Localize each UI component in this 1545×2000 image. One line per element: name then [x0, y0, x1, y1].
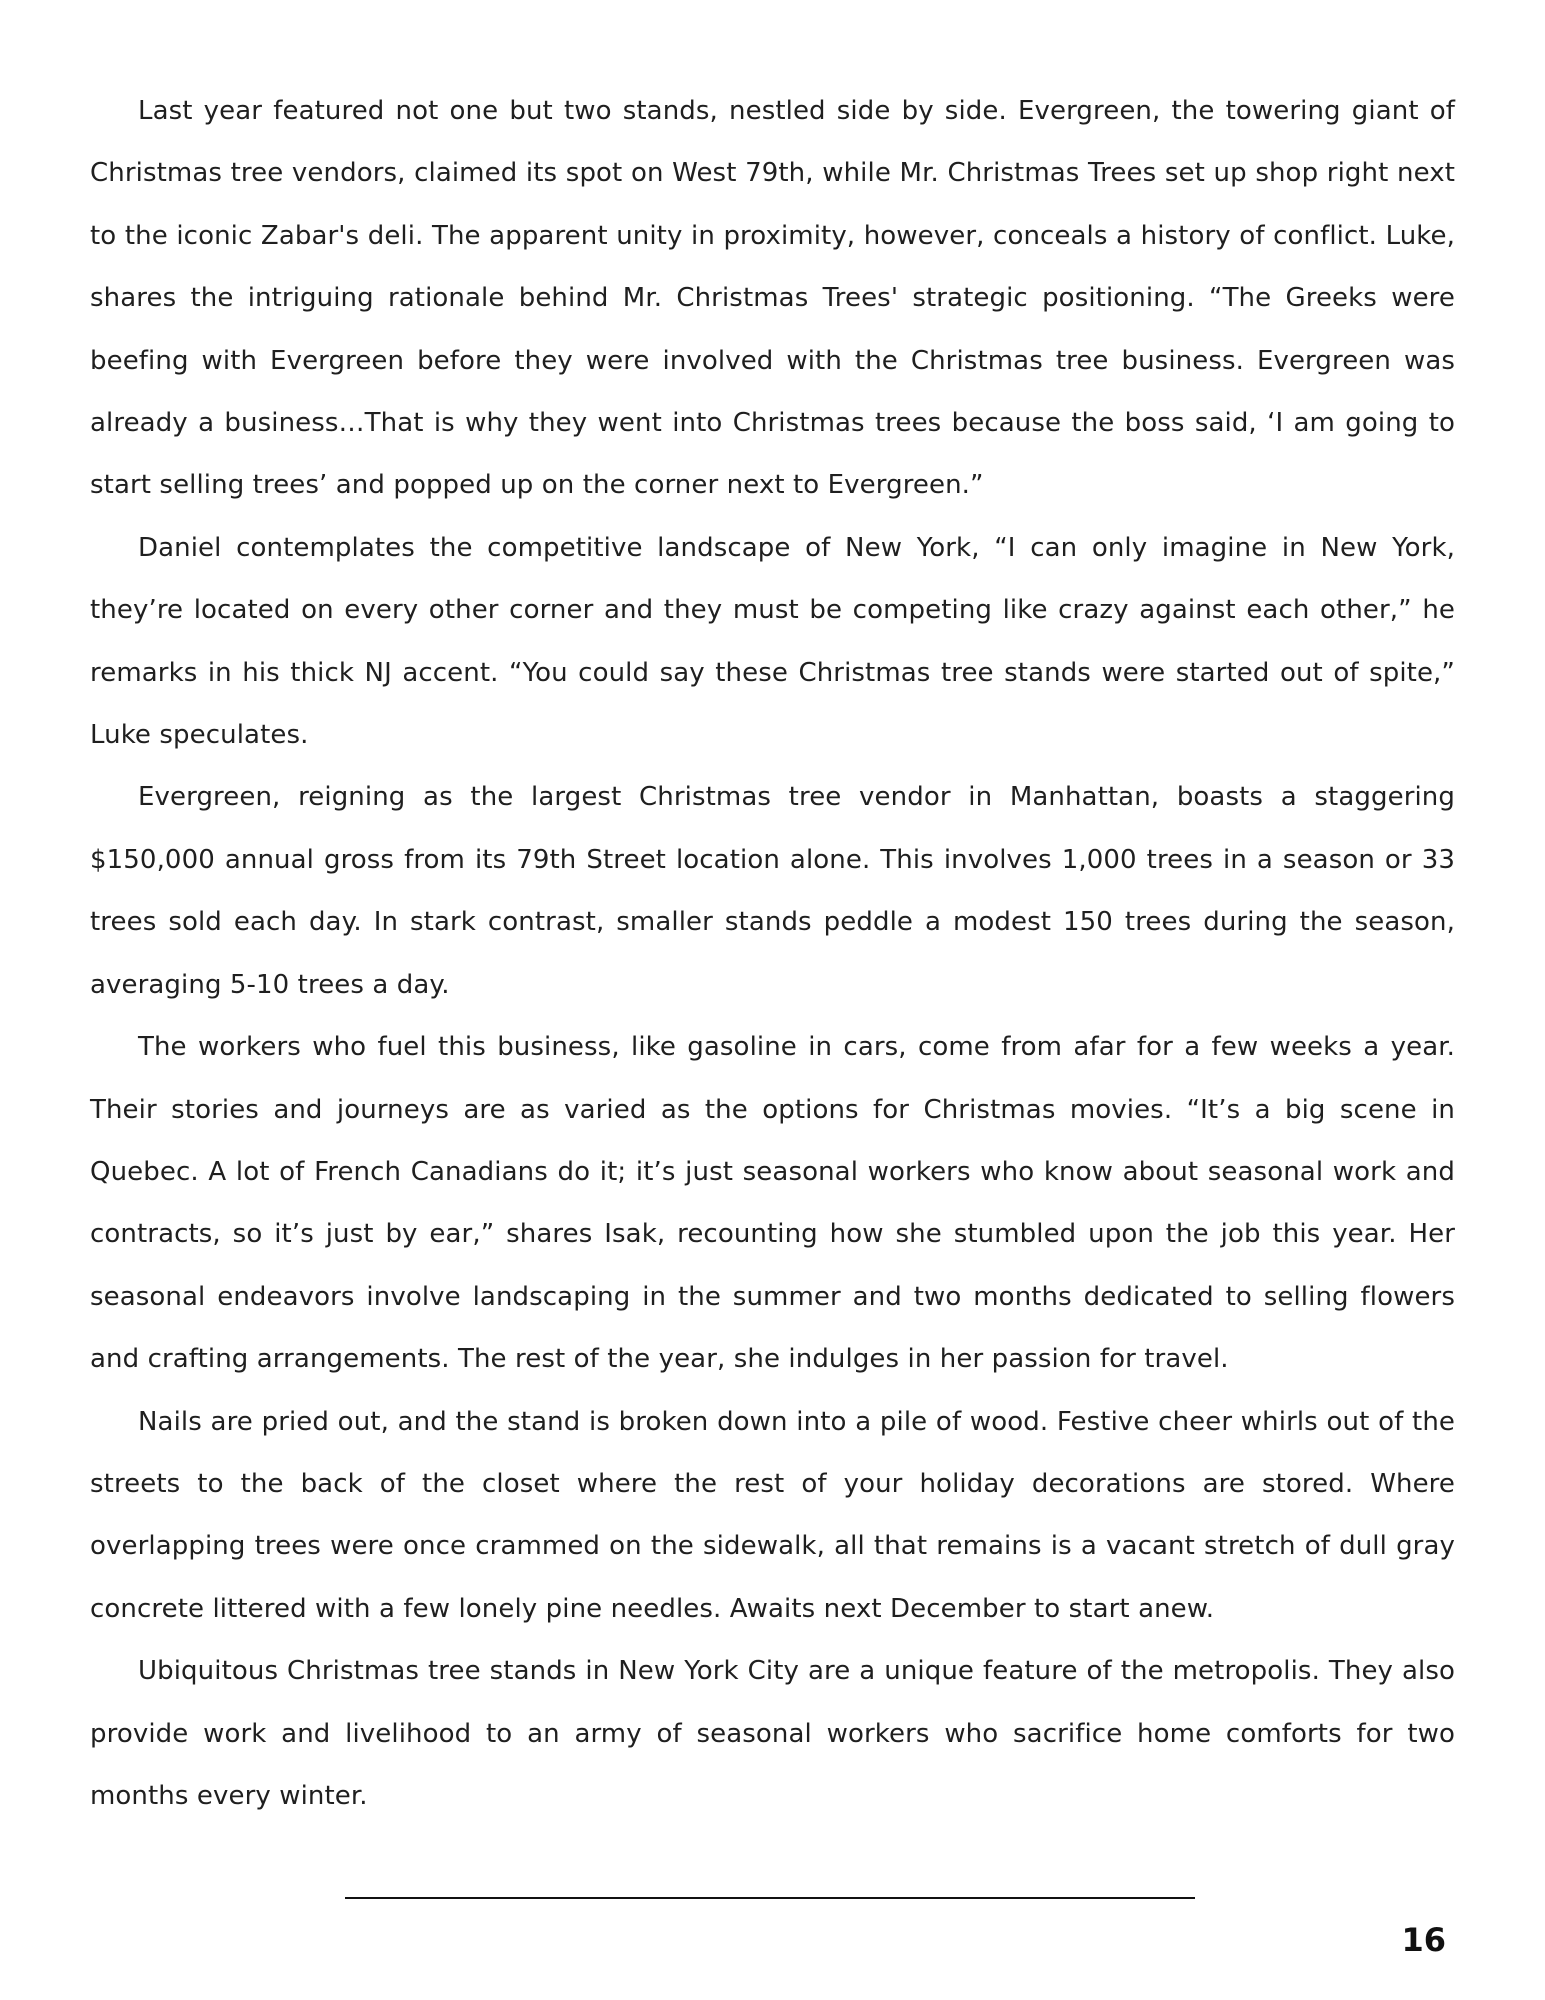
- paragraph-seasonal-workers: The workers who fuel this business, like gasoline in cars, come from afar for a few weeks a year. Their stories and journeys are as varied as the options for Christmas movies. “It’s a big scene in Quebec. A lot of French Canadians do it; it’s just seasonal workers who know about seasonal work and contracts, so it’s just by ear,” shares Isak, recounting how she stumbled upon the job this year. Her seasonal endeavors involve landscaping in the summer and two months dedicated to selling flowers and crafting arrangements. The rest of the year, she indulges in her passion for travel.: [90, 1032, 1455, 1375]
- paragraph-competitive-landscape: Daniel contemplates the competitive landscape of New York, “I can only imagine in New York, they’re located on every other corner and they must be competing like crazy against each other,” he remarks in his thick NJ accent. “You could say these Christmas tree stands were started out of spite,” Luke speculates.: [90, 532, 1455, 751]
- paragraph-stands-rivalry: Last year featured not one but two stands, nestled side by side. Evergreen, the towering giant of Christmas tree vendors, claimed its spot on West 79th, while Mr. Christmas Trees set up shop right next to the iconic Zabar's deli. The apparent unity in proximity, however, conceals a history of conflict. Luke, shares the intriguing rationale behind Mr. Christmas Trees' strategic positioning. “The Greeks were beefing with Evergreen before they were involved with the Christmas tree business. Evergreen was already a business…That is why they went into Christmas trees because the boss said, ‘I am going to start selling trees’ and popped up on the corner next to Evergreen.”: [90, 96, 1455, 501]
- page-number: 16: [1401, 1921, 1446, 1959]
- paragraph-conclusion: Ubiquitous Christmas tree stands in New York City are a unique feature of the metropolis. They also provide work and livelihood to an army of seasonal workers who sacrifice home comforts for two months every winter.: [90, 1656, 1455, 1811]
- paragraph-stand-breakdown: Nails are pried out, and the stand is broken down into a pile of wood. Festive cheer whirls out of the streets to the back of the closet where the rest of your holiday decorations are stored. Where overlapping trees were once crammed on the sidewalk, all that remains is a vacant stretch of dull gray concrete littered with a few lonely pine needles. Awaits next December to start anew.: [90, 1406, 1455, 1624]
- paragraph-evergreen-sales: Evergreen, reigning as the largest Christmas tree vendor in Manhattan, boasts a staggering $150,000 annual gross from its 79th Street location alone. This involves 1,000 trees in a season or 33 trees sold each day. In stark contrast, smaller stands peddle a modest 150 trees during the season, averaging 5-10 trees a day.: [90, 782, 1455, 1000]
- article-body: [90, 80, 1455, 1827]
- footer-divider: [345, 1897, 1195, 1899]
